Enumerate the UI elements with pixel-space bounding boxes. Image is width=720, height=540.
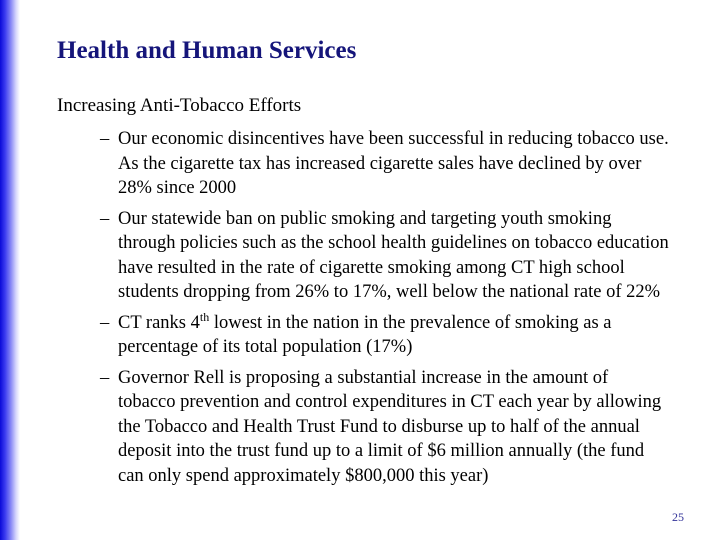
page-number: 25 [672, 510, 684, 524]
bullet-line: Governor Rell is proposing a substantial increase in the amount of [118, 367, 609, 388]
bullet-dash: – [100, 367, 110, 388]
bullet-line: can only spend approximately $800,000 this year) [118, 465, 489, 486]
bullet-item-ban [100, 207, 720, 305]
left-gradient-bar [0, 0, 20, 540]
bullet-item-governor [100, 366, 720, 489]
bullet-list [100, 127, 720, 494]
slide-subtitle: Increasing Anti-Tobacco Efforts [57, 95, 302, 116]
bullet-line: the Tobacco and Health Trust Fund to disburse up to half of the annual [118, 416, 640, 437]
ranking-text-end: lowest in the nation in the prevalence of smoking as a [209, 312, 612, 333]
bullet-line: deposit into the trust fund up to a limit of $6 million annually (the fund [118, 441, 645, 461]
slide-title: Health and Human Services [57, 37, 357, 64]
ranking-superscript: th [199, 309, 210, 324]
bullet-line: Our statewide ban on public smoking and targeting youth smoking [118, 208, 612, 229]
bullet-line: As the cigarette tax has increased cigarette sales have declined by over [118, 153, 642, 174]
bullet-line: students dropping from 26% to 17%, well below the national rate of 22% [118, 282, 661, 302]
bullet-item-ranking [100, 311, 720, 360]
bullet-item-tax [100, 127, 720, 201]
bullet-line: have resulted in the rate of cigarette smoking among CT high school [118, 257, 625, 278]
bullet-line: through policies such as the school health guidelines on tobacco education [118, 233, 669, 253]
bullet-dash: – [100, 312, 110, 333]
bullet-dash: – [100, 129, 110, 149]
bullet-line: tobacco prevention and control expenditures in CT each year by allowing [118, 392, 662, 412]
ranking-text-start: CT ranks 4 [118, 312, 200, 333]
bullet-line [118, 311, 720, 336]
bullet-line: percentage of its total population (17%) [118, 337, 413, 357]
bullet-line: Our economic disincentives have been successful in reducing tobacco use. [118, 129, 669, 149]
bullet-dash: – [100, 208, 110, 229]
bullet-line: 28% since 2000 [118, 178, 237, 198]
